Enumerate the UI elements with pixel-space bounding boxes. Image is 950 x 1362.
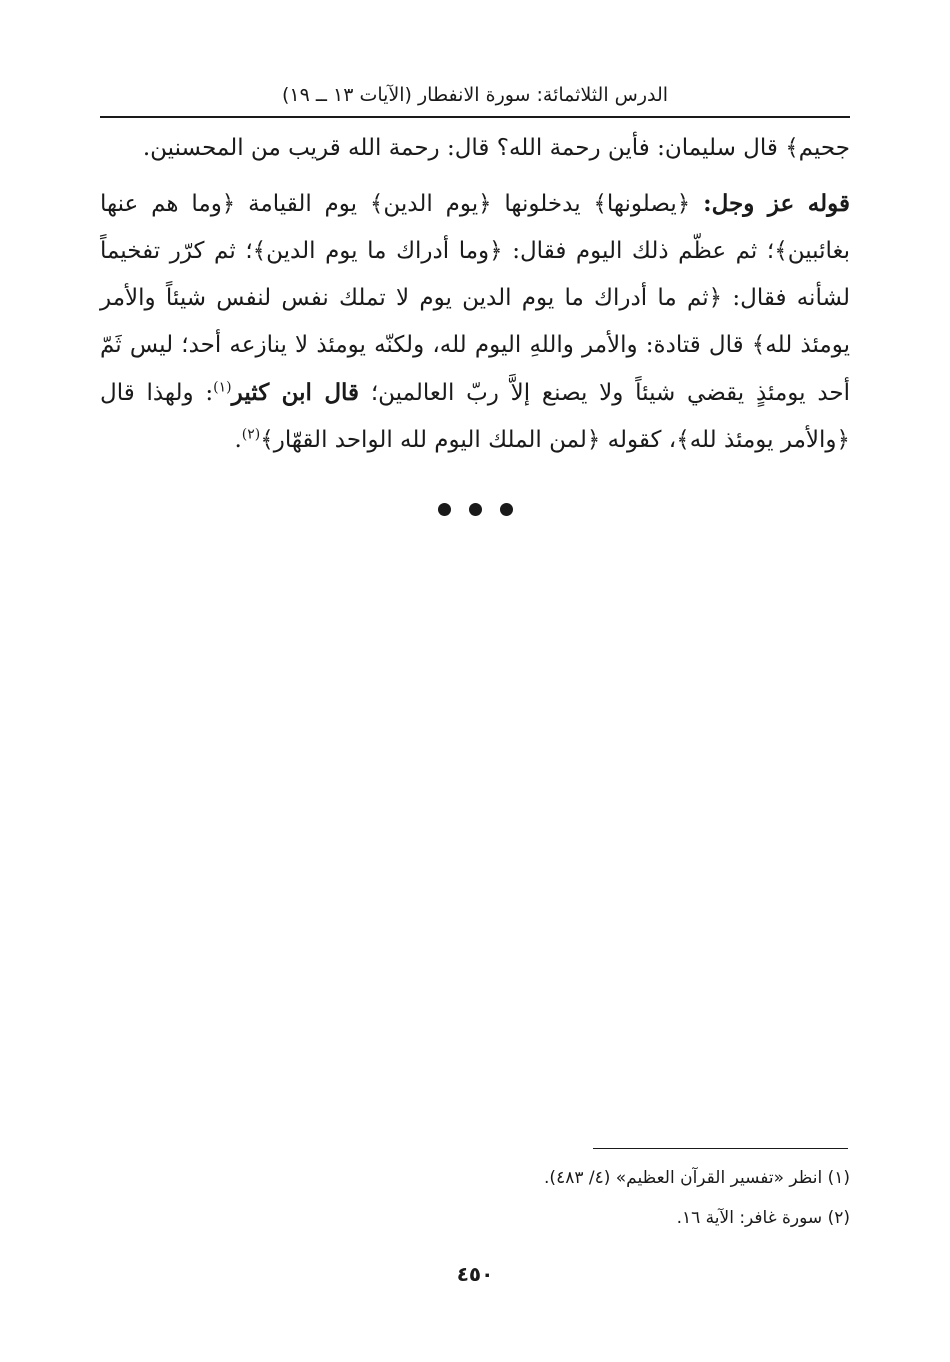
paragraph-2-text-a: ﴿يصلونها﴾ يدخلونها ﴿يوم الدين﴾ يوم القيامة ﴿وما هم عنها بغائبين﴾؛ ثم عظّم ذلك اليوم فقال: ﴿وما أدراك ما يوم الدين﴾؛ ثم كرّر تفخيماً لشأنه فقال: ﴿ثم ما أدراك ما يوم الدين يوم لا تملك نفس لنفس شيئاً والأمر يومئذ لله﴾ قال قتادة: والأمر واللهِ اليوم لله، ولكنّه يومئذ لا ينازعه أحد؛ ليس ثَمّ أحد يومئذٍ يقضي شيئاً ولا يصنع إلاَّ ربّ العالمين؛: [100, 191, 851, 406]
separator-dot: [469, 503, 482, 516]
page-number: ٤٥٠: [456, 1262, 494, 1286]
footnotes: [100, 1158, 850, 1238]
header-rule: [100, 116, 850, 118]
paragraph-2: [100, 180, 850, 464]
paragraph-lead: قوله عز وجل:: [703, 190, 850, 217]
footnote-text: سورة غافر: الآية ١٦.: [676, 1208, 823, 1228]
footnote-number: (١): [827, 1168, 850, 1188]
paragraph-2-text-b: : ولهذا قال ﴿والأمر يومئذ لله﴾، كقوله ﴿لمن الملك اليوم لله الواحد القهّار﴾: [100, 380, 850, 453]
separator-dot: [500, 503, 513, 516]
footnote-rule: [593, 1148, 848, 1149]
section-separator: [0, 503, 950, 516]
paragraph-2-end: .: [234, 427, 242, 453]
footnote-2: [100, 1198, 850, 1238]
footnote-number: (٢): [827, 1208, 850, 1228]
separator-dot: [438, 503, 451, 516]
running-header: الدرس الثلاثمائة: سورة الانفطار (الآيات ١٣ ــ ١٩): [281, 84, 669, 106]
footnote-text: انظر «تفسير القرآن العظيم» (٤/ ٤٨٣).: [544, 1168, 823, 1188]
footnote-mark-1[interactable]: (١): [213, 379, 232, 396]
footnote-mark-2[interactable]: (٢): [241, 426, 261, 443]
paragraph-1: جحيم﴾ قال سليمان: فأين رحمة الله؟ قال: رحمة الله قريب من المحسنين.: [142, 135, 850, 161]
footnote-1: [100, 1158, 850, 1198]
body-text: [100, 125, 850, 464]
ibn-kathir-citation: قال ابن كثير: [231, 379, 360, 406]
